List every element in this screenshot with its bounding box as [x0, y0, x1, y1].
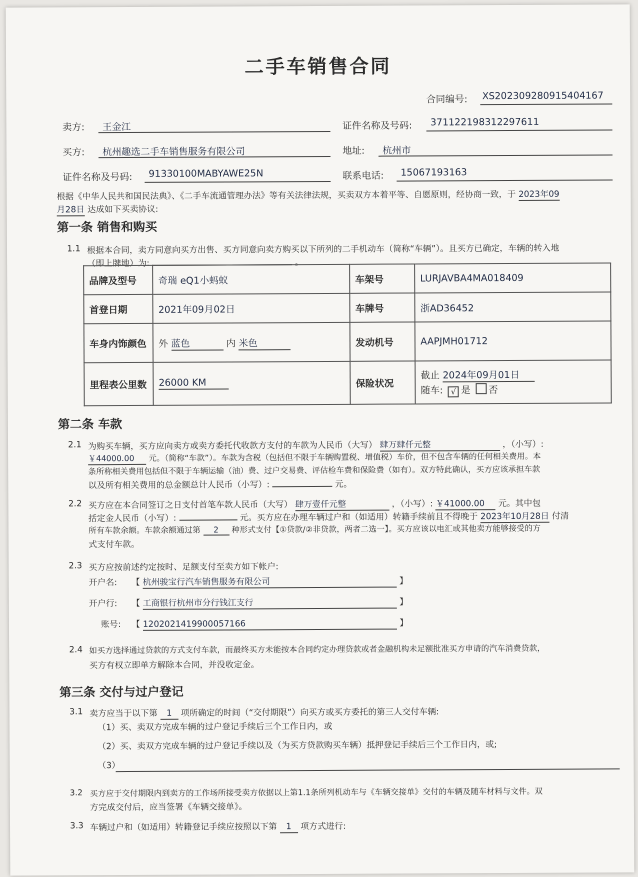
section-3-title: 第三条 交付与过户登记	[59, 684, 184, 700]
clause-3-1-number: 3.1	[69, 707, 83, 718]
outer-color-label: 外	[158, 338, 169, 350]
clause-3-1-line1	[89, 705, 439, 720]
buyer-label: 买方:	[62, 147, 85, 159]
clause-2-2-line4: 式支付车款。	[88, 539, 140, 551]
clause-3-2-line1: 买方应于交付期限内到卖方的工作场所接受卖方依据以上第1.1条所列机动车与《车辆交接单》交付的车辆及随车材料与文件。双	[89, 786, 543, 799]
bracket-left: 【	[131, 619, 141, 630]
brand-value: 奇瑞 eQ1小蚂蚁	[153, 264, 350, 294]
table-row	[84, 321, 611, 363]
delivery-option: 1	[160, 709, 178, 720]
mileage-value: 26000 KM	[159, 377, 229, 389]
buyer-id-label: 证件名称及号码:	[62, 171, 133, 184]
clause-2-2-text-3: 付清	[551, 511, 569, 522]
buyer-id-value: 91330100MABYAWE25N	[148, 168, 264, 180]
account-name-value: 杭州骏宝行汽车销售服务有限公司	[143, 575, 397, 589]
clause-2-1-text-2: 元。（简称“车款”）。车款为含税（包括但不限于车辆购置税、增值税）车价，但不包含车辆的任何相关费用。本	[148, 451, 541, 463]
first-payment-upper: 肆万壹仟元整	[295, 498, 389, 511]
vin-value: LURJAVBA4MA018409	[415, 263, 611, 293]
yes-checkbox[interactable]: √	[448, 386, 459, 397]
clause-2-1-line2	[88, 451, 541, 465]
clause-2-2-text-2: 元。买方应在办理车辆过户和（如适用）转籍手续前且不得晚于	[239, 512, 478, 524]
clause-3-3-text-2: 项方式进行:	[300, 821, 346, 833]
contract-page	[6, 4, 635, 875]
deposit-label: 括定金人民币（小写）:	[88, 513, 177, 525]
bank-row	[89, 596, 408, 611]
option-2: （2）买、卖双方完成车辆的过户登记手续以及（为买方贷款购买车辆）抵押登记手续后三个工作日内，或;	[97, 740, 497, 753]
seller-name: 王金江	[102, 121, 131, 134]
brand-label: 品牌及型号	[84, 265, 153, 294]
clause-2-4-number: 2.4	[69, 645, 83, 656]
clause-3-3-line	[90, 820, 346, 834]
clause-2-3-text: 买方应按前述约定按时、足额支付至卖方如下帐户:	[88, 562, 279, 574]
intro-date-a: 2023年09	[518, 189, 560, 200]
pay-deadline: 2023年10月28日	[480, 511, 550, 523]
mileage-label: 里程表公里数	[84, 362, 153, 405]
clause-1-1-label: （即上牌地）为:	[87, 258, 150, 270]
insurance-cell	[415, 360, 611, 404]
price-amount: ￥44000.00	[88, 453, 146, 465]
price-small-label: ，（小写）:	[502, 439, 544, 451]
section-2-title: 第二条 车款	[57, 417, 123, 432]
no-label: 否	[488, 385, 499, 397]
phone-underline	[397, 179, 613, 181]
clause-1-1-number: 1.1	[66, 244, 81, 255]
bracket-left: 【	[131, 598, 141, 609]
phone-value: 15067193163	[400, 167, 468, 179]
clause-2-1-text-4: 以及所有相关费用的总金额总计人民币（小写）:	[88, 480, 270, 492]
seller-label: 卖方:	[62, 122, 85, 134]
intro-text-2: 达成如下买卖协议:	[87, 204, 159, 216]
contract-number-underline	[480, 103, 612, 105]
clause-2-1-number: 2.1	[67, 440, 82, 451]
no-checkbox[interactable]	[475, 383, 486, 394]
clause-3-2-line2: 方完成交付后，应当签署《车辆交接单》。	[89, 802, 248, 814]
account-no-label: 账号:	[100, 620, 121, 631]
inner-color-label: 内	[226, 337, 236, 349]
clause-1-1-line1: 根据本合同，卖方同意向买方出售、买方同意向卖方购买以下所列的二手机动车（简称“车辆”）。且买方已确定，车辆的转入地	[86, 243, 560, 257]
intro-date-b: 月28日	[56, 205, 85, 216]
clause-2-2-line3	[88, 523, 540, 536]
option-1: （1）买、卖双方完成车辆的过户登记手续后三个工作日内，或	[97, 721, 333, 734]
price-upper: 肆万肆仟元整	[380, 438, 500, 452]
clause-2-4-line2: 买方有权立即单方解除本合同，并没收定金。	[89, 660, 260, 672]
deposit-blank	[179, 519, 237, 520]
clause-2-1-line3: 条所称相关费用包括但不限于车辆运输（油）费、过户交易费、评估检车费和保险费（如有）。双方特此确认，买方应该承担车款	[88, 464, 541, 477]
clause-2-1-line4	[88, 478, 352, 491]
vehicle-table	[83, 262, 612, 406]
insurance-deadline-label: 截止	[420, 370, 440, 382]
insurance-deadline-value: 2024年09月01日	[443, 367, 535, 382]
first-payment-small-label: ，（小写）:	[391, 499, 433, 510]
seller-underline	[98, 131, 330, 133]
contract-number-label: 合同编号:	[426, 94, 468, 106]
table-row	[84, 360, 611, 406]
account-no-value: 1202021419900057166	[143, 619, 397, 631]
option-3: （3）	[97, 761, 121, 772]
table-row	[84, 292, 611, 324]
color-label: 车身内饰颜色	[84, 323, 153, 362]
insurance-deadline	[421, 367, 606, 383]
seller-id-label: 证件名称及号码:	[342, 120, 413, 132]
option-3-blank	[116, 768, 620, 772]
intro-line1	[57, 188, 560, 204]
bracket-right: 】	[399, 597, 409, 608]
table-row	[84, 263, 611, 295]
address-underline	[379, 154, 613, 156]
buyer-name: 杭州趣选二手车销售服务有限公司	[102, 146, 246, 159]
clause-1-1-end: 。	[294, 258, 304, 269]
clause-2-2-tail: 元。其中包	[498, 498, 541, 510]
clause-3-3-text: 车辆过户和（如适用）转籍登记手续应按照以下第	[90, 822, 278, 834]
buyer-id-underline	[145, 181, 331, 183]
transfer-option: 1	[280, 822, 298, 833]
outer-color: 蓝色	[171, 335, 223, 350]
first-reg-label: 首登日期	[84, 294, 153, 323]
intro-line2	[57, 203, 158, 217]
contract-title: 二手车销售合同	[244, 55, 392, 79]
yes-label: 是	[460, 385, 471, 397]
phone-label: 联系电话:	[342, 170, 384, 182]
account-no-row	[101, 617, 408, 632]
clause-2-2-text-4: 所有车款余额。车款余额通过第	[88, 525, 201, 536]
clause-2-3-number: 2.3	[68, 561, 83, 572]
vin-label: 车架号	[350, 264, 415, 293]
contract-number-value: XS202309280915404167	[482, 90, 604, 103]
clause-2-2-text: 买方应在本合同签订之日支付首笔车款人民币（大写）	[88, 500, 293, 512]
clause-2-2-text-5: 种形式支付【①贷款/②非贷款，两者二选一】。买方应该以电汇或其他卖方能够接受的方	[231, 523, 541, 535]
seller-id-underline	[426, 129, 612, 131]
clause-2-2-number: 2.2	[68, 499, 82, 510]
bracket-right: 】	[399, 576, 408, 587]
clause-2-1-end: 元。	[334, 479, 353, 490]
intro-text: 根据《中华人民共和国民法典》、《二手车流通管理办法》等有关法律法规，买卖双方本着平等、自愿原则，经协商一致，于	[56, 189, 516, 203]
insurance-follow-label: 随车:	[420, 385, 443, 397]
first-reg-value: 2021年09月02日	[153, 293, 350, 323]
clause-3-1-text: 卖方应当于以下第	[89, 708, 158, 720]
plate-label: 车牌号	[350, 293, 415, 322]
clause-2-4-line1: 如买方选择通过贷款的方式支付车款，而最终买方未能按本合同约定办理贷款或者金融机构未足额批准买方申请的汽车消费贷款，	[89, 643, 546, 656]
engine-label: 发动机号	[350, 322, 415, 361]
account-name-row	[89, 575, 408, 590]
clause-3-3-number: 3.3	[69, 821, 84, 832]
bank-value: 工商银行杭州市分行钱江支行	[143, 596, 397, 610]
color-value	[153, 322, 350, 362]
bank-label: 开户行:	[88, 599, 118, 610]
first-payment-amount: ￥41000.00	[436, 497, 496, 510]
bracket-right: 】	[399, 618, 409, 629]
total-blank	[272, 486, 332, 487]
section-1-title: 第一条 销售和购买	[56, 219, 158, 235]
account-name-label: 开户名:	[88, 578, 118, 589]
payment-way: 2	[203, 525, 229, 535]
insurance-label: 保险状况	[350, 361, 415, 404]
address-label: 地址:	[342, 145, 365, 157]
engine-value: AAPJMH01712	[415, 321, 611, 361]
clause-3-2-number: 3.2	[69, 788, 83, 798]
clause-3-1-text-2: 项所确定的时间（“交付期限”）向买方或买方委托的第三人交付车辆:	[180, 707, 440, 719]
plate-value: 浙AD36452	[415, 292, 611, 322]
seller-id-value: 371122198312297611	[430, 116, 540, 129]
mileage-cell	[153, 361, 350, 405]
bracket-left: 【	[131, 577, 140, 588]
buyer-underline	[99, 156, 331, 158]
inner-color: 米色	[239, 335, 291, 350]
insurance-follow	[421, 382, 606, 398]
clause-2-1-text: 为购买车辆，买方应向卖方或卖方委托代收款方支付的车款为人民币（大写）	[88, 440, 378, 453]
address-value: 杭州市	[382, 145, 412, 157]
